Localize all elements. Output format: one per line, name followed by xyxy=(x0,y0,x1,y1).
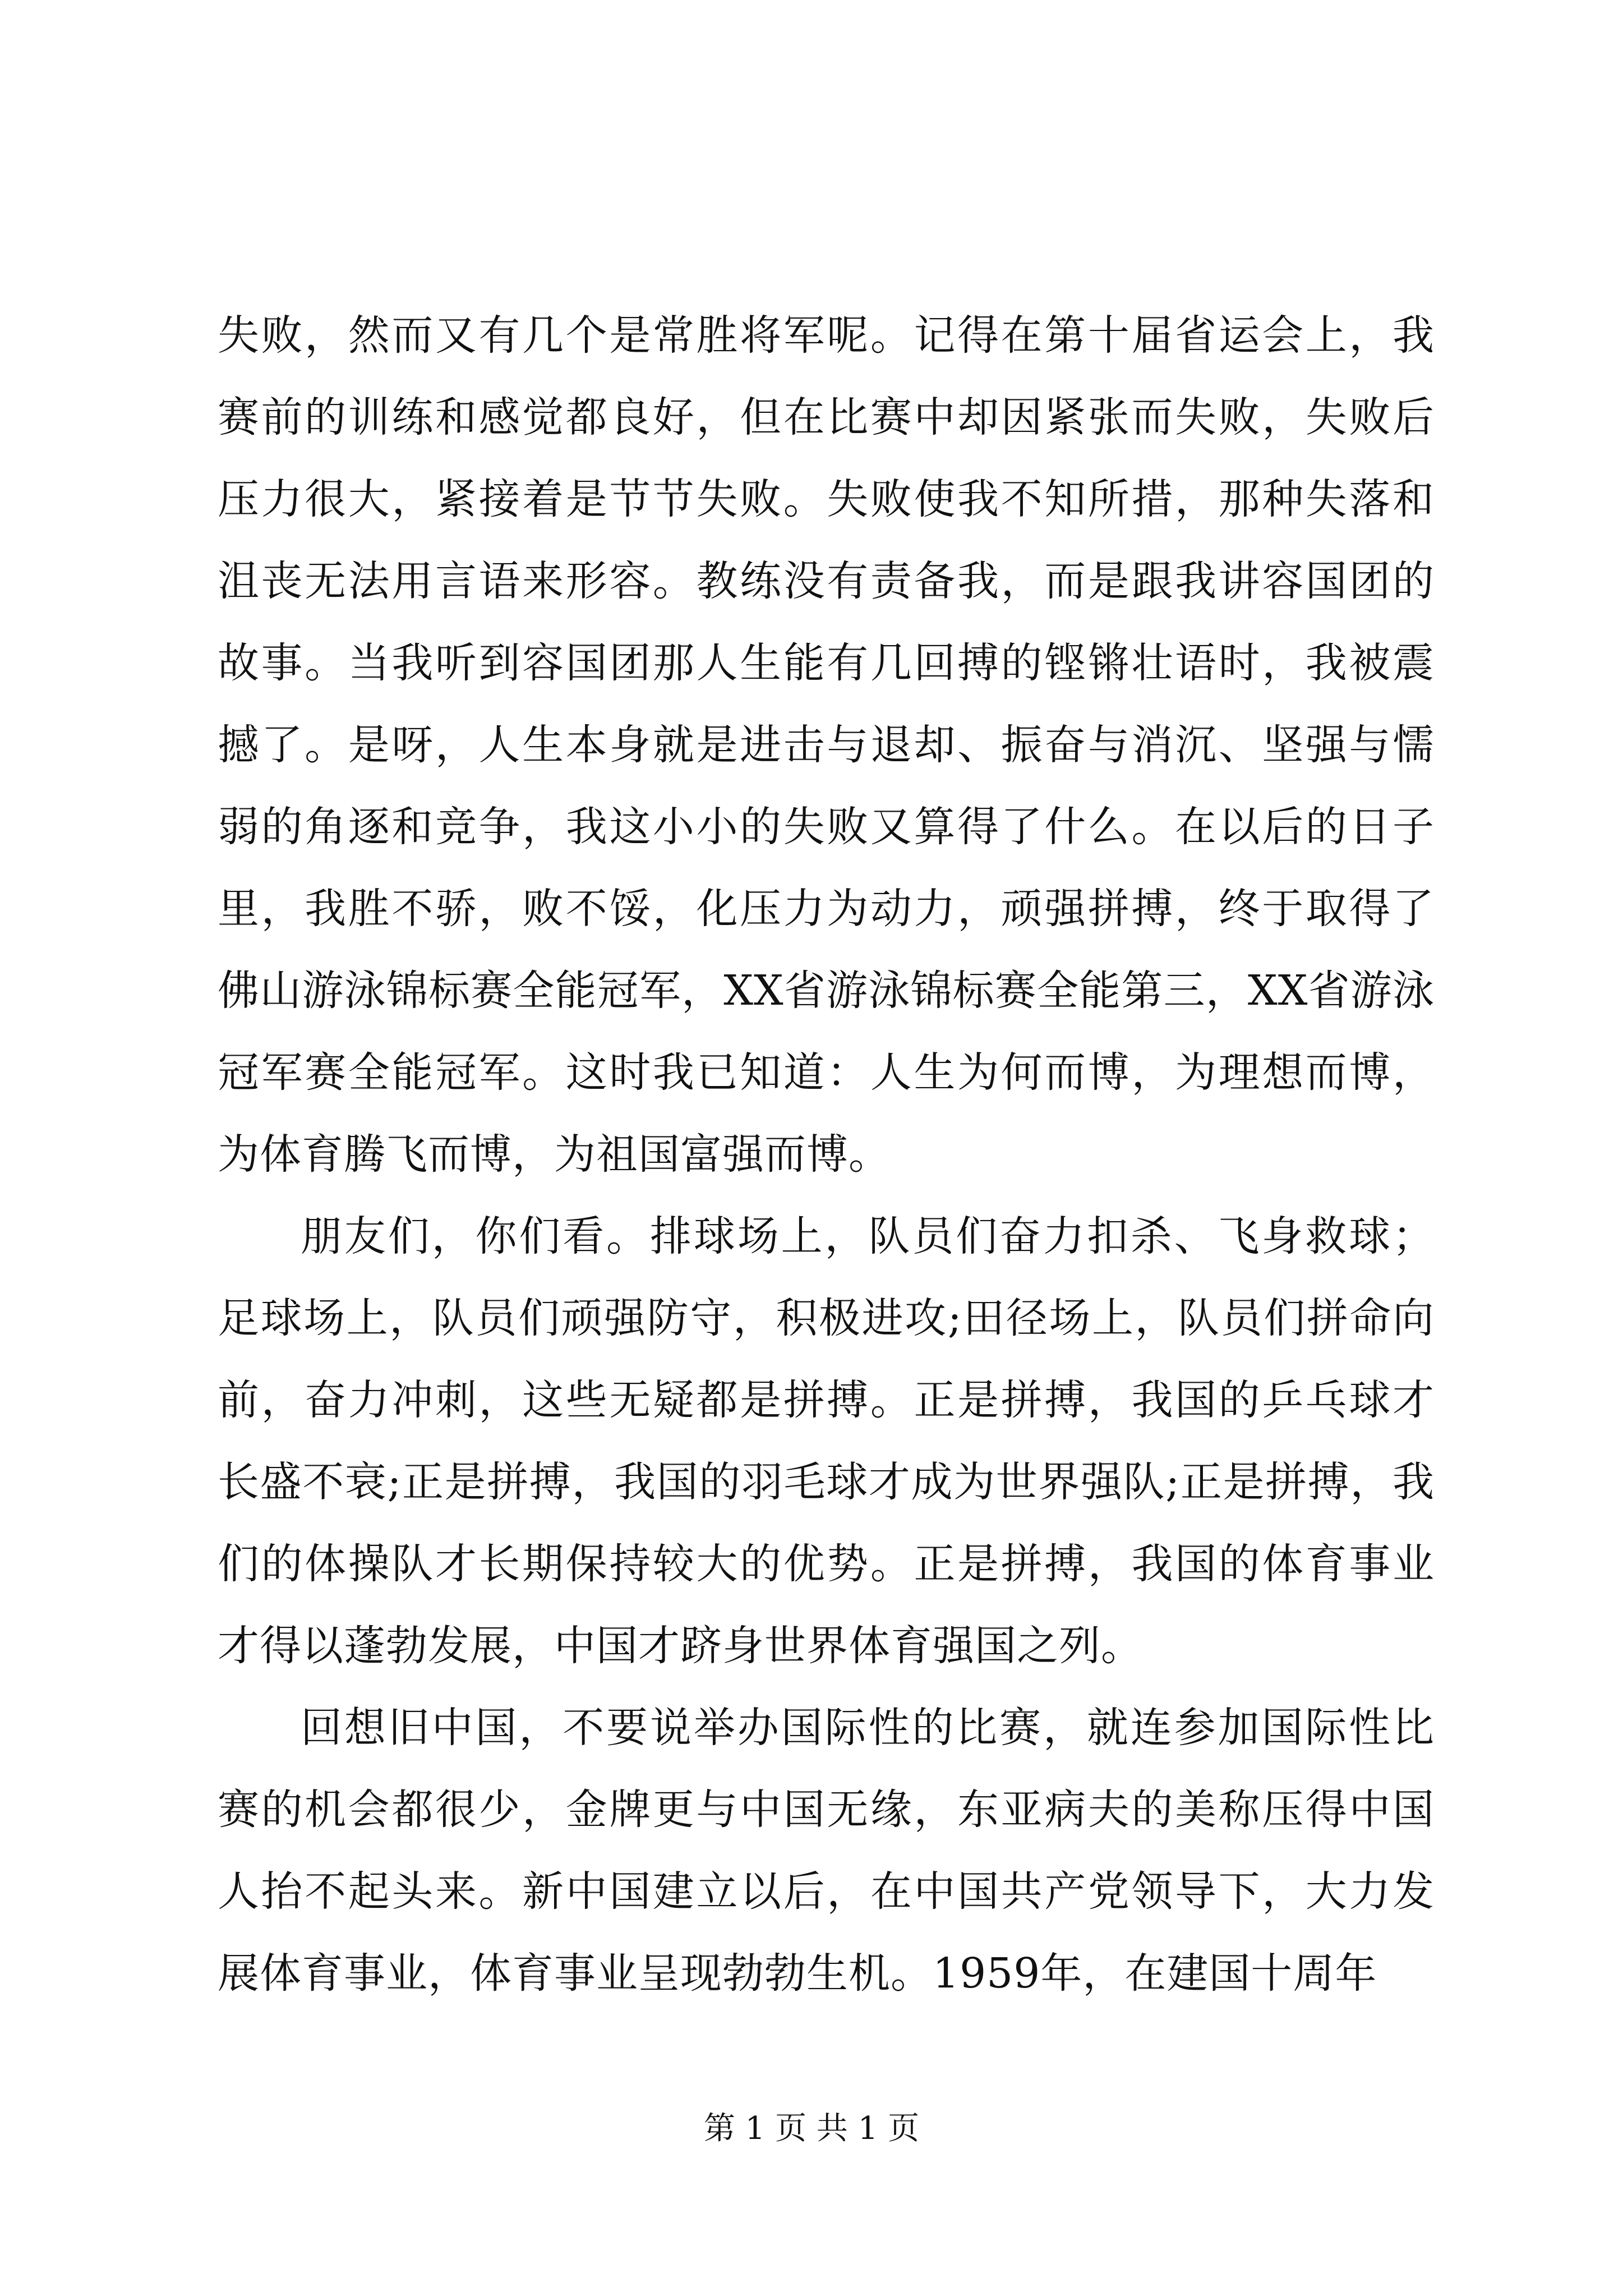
paragraph-continuation: 失败，然而又有几个是常胜将军呢。记得在第十届省运会上，我赛前的训练和感觉都良好，但在比赛中却因紧张而失败，失败后压力很大，紧接着是节节失败。失败使我不知所措，那种失落和沮丧无法用言语来形容。教练没有责备我，而是跟我讲容国团的故事。当我听到容国团那人生能有几回搏的铿锵壮语时，我被震撼了。是呀，人生本身就是进击与退却、振奋与消沉、坚强与懦弱的角逐和竞争，我这小小的失败又算得了什么。在以后的日子里，我胜不骄，败不馁，化压力为动力，顽强拼搏，终于取得了佛山游泳锦标赛全能冠军，XX省游泳锦标赛全能第三，XX省游泳冠军赛全能冠军。这时我已知道：人生为何而博，为理想而博，为体育腾飞而博，为祖国富强而博。 xyxy=(218,311,1435,1179)
page-footer: 第 1 页 共 1 页 xyxy=(703,2110,920,2147)
document-body xyxy=(218,295,1435,2014)
paragraph-old-china: 回想旧中国，不要说举办国际性的比赛，就连参加国际性比赛的机会都很少，金牌更与中国无缘，东亚病夫的美称压得中国人抬不起头来。新中国建立以后，在中国共产党领导下，大力发展体育事业，体育事业呈现勃勃生机。1959年，在建国十周年 xyxy=(218,1704,1435,1998)
paragraph-sports-examples: 朋友们，你们看。排球场上，队员们奋力扣杀、飞身救球；足球场上，队员们顽强防守，积极进攻;田径场上，队员们拼命向前，奋力冲刺，这些无疑都是拼搏。正是拼搏，我国的乒乓球才长盛不衰;正是拼搏，我国的羽毛球才成为世界强队;正是拼搏，我们的体操队才长期保持较大的优势。正是拼搏，我国的体育事业才得以蓬勃发展，中国才跻身世界体育强国之列。 xyxy=(218,1212,1435,1670)
